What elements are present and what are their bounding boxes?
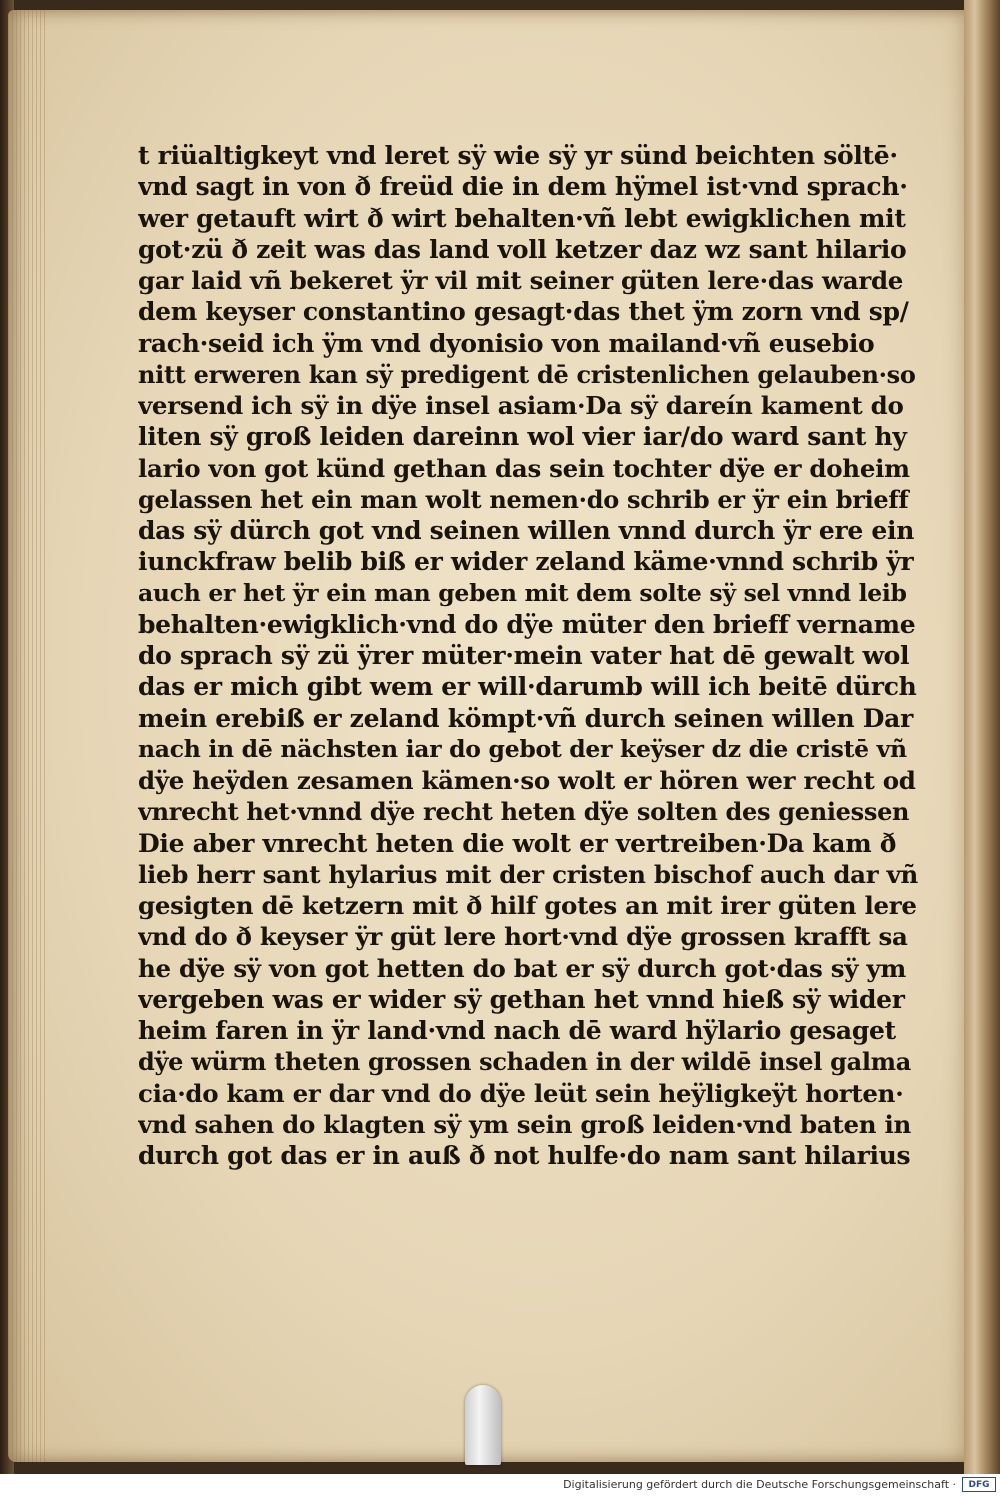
text-line: mein erebiß er zeland kömpt·vñ durch seinen willen Dar xyxy=(138,703,913,733)
text-line: iunckfraw belib biß er wider zeland käme·vnnd schrib ÿr xyxy=(138,547,914,577)
text-line: nitt erweren kan sÿ predigent dē cristenlichen gelauben·so xyxy=(138,359,916,389)
text-line: t riüaltigkeyt vnd leret sÿ wie sÿ yr sünd beichten söltē· xyxy=(138,141,898,170)
footer-bar xyxy=(0,1474,1000,1496)
text-line: vnd do ð keyser ÿr güt lere hort·vnd dÿe grossen krafft sa xyxy=(138,922,908,952)
text-line: gesigten dē ketzern mit ð hilf gotes an mit irer güten lere xyxy=(138,891,917,920)
text-line: Die aber vnrecht heten die wolt er vertreiben·Da kam ð xyxy=(138,828,897,858)
text-line: do sprach sÿ zü ÿrer müter·mein vater hat dē gewalt wol xyxy=(138,641,910,670)
text-line: gelassen het ein man wolt nemen·do schrib er ÿr ein brieff xyxy=(138,484,909,514)
text-line: das sÿ dürch got vnd seinen willen vnnd durch ÿr ere ein xyxy=(138,516,915,545)
text-line: vnd sagt in von ð freüd die in dem hÿmel ist·vnd sprach· xyxy=(138,172,908,202)
funding-credit: Digitalisierung gefördert durch die Deutsche Forschungsgemeinschaft · xyxy=(563,1478,956,1491)
dfg-logo: DFG xyxy=(962,1477,996,1492)
text-line: gar laid vñ bekeret ÿr vil mit seiner güten lere·das warde xyxy=(138,266,904,295)
text-line: behalten·ewigklich·vnd do dÿe müter den brieff vername xyxy=(138,609,916,639)
text-line: durch got das er in auß ð not hulfe·do nam sant hilarius xyxy=(138,1141,911,1170)
text-line: auch er het ÿr ein man geben mit dem solte sÿ sel vnnd leib xyxy=(138,578,907,607)
text-line: lieb herr sant hylarius mit der cristen bischof auch dar vñ xyxy=(138,859,918,889)
text-line: he dÿe sÿ von got hetten do bat er sÿ durch got·das sÿ ym xyxy=(138,953,906,983)
text-line: wer getauft wirt ð wirt behalten·vñ lebt ewigklichen mit xyxy=(138,203,906,233)
text-line: nach in dē nächsten iar do gebot der keÿser dz die cristē vñ xyxy=(138,734,907,763)
facing-page-edge xyxy=(964,0,1000,1474)
text-line: vnd sahen do klagten sÿ ym sein groß leiden·vnd baten in xyxy=(138,1109,912,1139)
text-line: liten sÿ groß leiden dareinn wol vier iar/do ward sant hy xyxy=(138,422,907,452)
incunabula-text-block xyxy=(138,140,918,1171)
page-holder-clip xyxy=(465,1385,501,1465)
text-line: versend ich sÿ in dÿe insel asiam·Da sÿ dareín kament do xyxy=(138,391,904,420)
text-line: cia·do kam er dar vnd do dÿe leüt sein heÿligkeÿt horten· xyxy=(138,1078,904,1108)
text-line: got·zü ð zeit was das land voll ketzer daz wz sant hilario xyxy=(138,234,907,264)
text-line: das er mich gibt wem er will·darumb will ich beitē dürch xyxy=(138,672,917,702)
text-line: lario von got künd gethan das sein tochter dÿe er doheim xyxy=(138,453,910,483)
page-stack-edge xyxy=(8,10,48,1462)
text-line: dem keyser constantino gesagt·das thet ÿm zorn vnd sp/ xyxy=(138,297,909,327)
text-line: rach·seid ich ÿm vnd dyonisio von mailand·vñ eusebio xyxy=(138,328,875,358)
text-line: vergeben was er wider sÿ gethan het vnnd hieß sÿ wider xyxy=(138,984,905,1014)
text-line: dÿe heÿden zesamen kämen·so wolt er hören wer recht od xyxy=(138,766,916,795)
text-line: vnrecht het·vnnd dÿe recht heten dÿe solten des geniessen xyxy=(138,797,910,827)
text-line: heim faren in ÿr land·vnd nach dē ward hÿlario gesaget xyxy=(138,1016,896,1045)
text-line: dÿe würm theten grossen schaden in der wildē insel galma xyxy=(138,1047,912,1077)
